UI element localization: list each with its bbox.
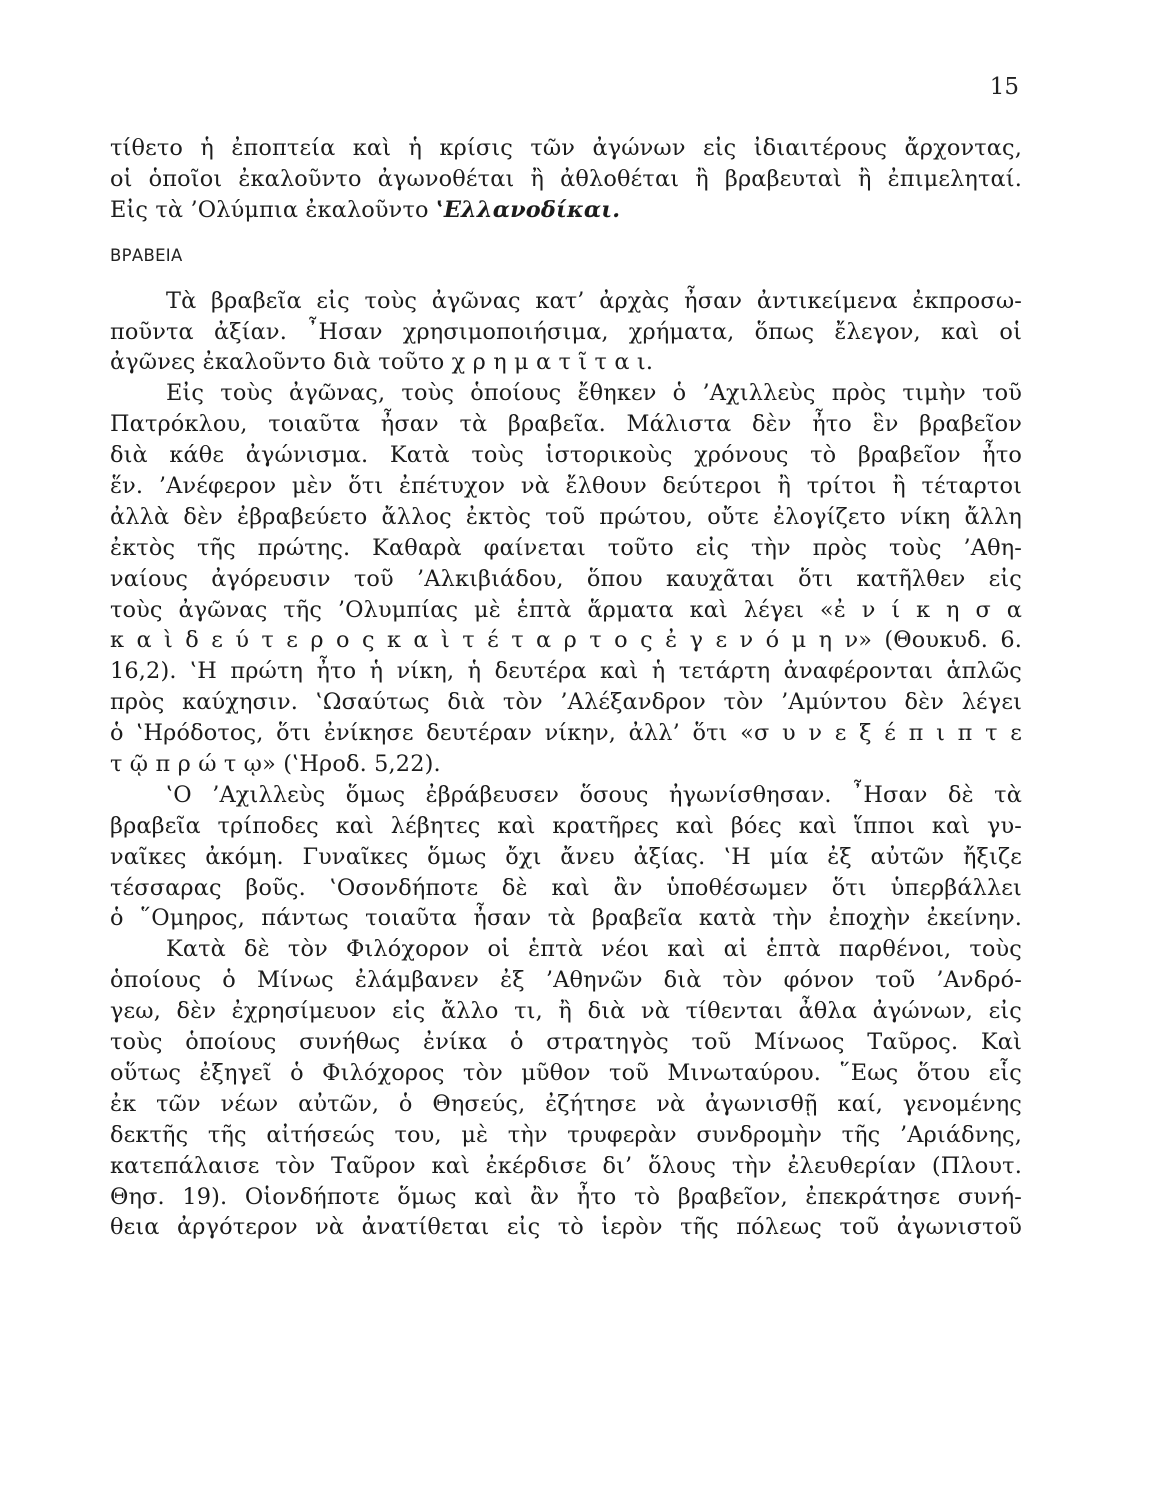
text-line: Τὰ βραβεῖα εἰς τοὺς ἀγῶνας κατ’ ἀρχὰς ἦσαν ἀντικείμενα ἐκπροσω- — [166, 287, 1022, 314]
text-line — [110, 195, 1022, 226]
text-line: ὁ ῞Ομηρος, πάντως τοιαῦτα ἦσαν τὰ βραβεῖα κατὰ τὴν ἐποχὴν ἐκείνην. — [110, 905, 1022, 932]
text-line: τοὺς ἀγῶνας τῆς ’Ολυμπίας μὲ ἑπτὰ ἅρματα καὶ λέγει «ἐ ν ί κ η σ α — [110, 596, 1022, 623]
emphasized-term: ‛Ελλανοδίκαι. — [435, 196, 621, 223]
text-line: τοὺς ὁποίους συνήθως ἐνίκα ὁ στρατηγὸς τοῦ Μίνωος Ταῦρος. Καὶ — [110, 1029, 1022, 1056]
text-line: δεκτῆς τῆς αἰτήσεώς του, μὲ τὴν τρυφερὰν συνδρομὴν τῆς ’Αριάδνης, — [110, 1121, 1022, 1148]
text-line: Εἰς τοὺς ἀγῶνας, τοὺς ὁποίους ἔθηκεν ὁ ’Αχιλλεὺς πρὸς τιμὴν τοῦ — [166, 380, 1022, 407]
text-line: θεια ἀργότερον νὰ ἀνατίθεται εἰς τὸ ἱερὸν τῆς πόλεως τοῦ ἀγωνιστοῦ — [110, 1214, 1022, 1241]
text-line: τέσσαρας βοῦς. ‛Οσονδήποτε δὲ καὶ ἂν ὑποθέσωμεν ὅτι ὑπερβάλλει — [110, 874, 1022, 901]
body-text — [110, 133, 1022, 1243]
text-line: ἐκ τῶν νέων αὐτῶν, ὁ Θησεύς, ἐζήτησε νὰ ἀγωνισθῇ καί, γενομένης — [110, 1090, 1022, 1117]
text-line: ναῖκες ἀκόμη. Γυναῖκες ὅμως ὄχι ἄνευ ἀξίας. ‛Η μία ἐξ αὐτῶν ἤξιζε — [110, 843, 1022, 870]
text-line: τίθετο ἡ ἐποπτεία καὶ ἡ κρίσις τῶν ἀγώνων εἰς ἰδιαιτέρους ἄρχοντας, — [110, 135, 1022, 161]
text-line: γεω, δὲν ἐχρησίμευον εἰς ἄλλο τι, ἢ διὰ νὰ τίθενται ἆθλα ἀγώνων, εἰς — [110, 998, 1022, 1025]
text-line: 16,2). ‛Η πρώτη ἦτο ἡ νίκη, ἡ δευτέρα καὶ ἡ τετάρτη ἀναφέρονται ἁπλῶς — [110, 658, 1022, 685]
text-line: Πατρόκλου, τοιαῦτα ἦσαν τὰ βραβεῖα. Μάλιστα δὲν ἦτο ἓν βραβεῖον — [110, 411, 1022, 438]
text-line: Θησ. 19). Οἱονδήποτε ὅμως καὶ ἂν ἦτο τὸ βραβεῖον, ἐπεκράτησε συνή- — [110, 1183, 1022, 1210]
text-line: Κατὰ δὲ τὸν Φιλόχορον οἱ ἑπτὰ νέοι καὶ αἱ ἑπτὰ παρθένοι, τοὺς — [166, 936, 1022, 963]
text-line: τ ῷ π ρ ώ τ ῳ» (‛Ηροδ. 5,22). — [110, 751, 441, 778]
text-line: ‛Ο ’Αχιλλεὺς ὅμως ἐβράβευσεν ὅσους ἠγωνίσθησαν. ῏Ησαν δὲ τὰ — [166, 781, 1022, 808]
text-line: ποῦντα ἀξίαν. ῏Ησαν χρησιμοποιήσιμα, χρήματα, ὅπως ἔλεγον, καὶ οἱ — [110, 318, 1022, 345]
text-line: κατεπάλαισε τὸν Ταῦρον καὶ ἐκέρδισε δι’ ὅλους τὴν ἐλευθερίαν (Πλουτ. — [110, 1152, 1022, 1179]
text-line: ναίους ἀγόρευσιν τοῦ ’Αλκιβιάδου, ὅπου καυχᾶται ὅτι κατῆλθεν εἰς — [110, 565, 1022, 592]
text-line: ἐκτὸς τῆς πρώτης. Καθαρὰ φαίνεται τοῦτο εἰς τὴν πρὸς τοὺς ’Αθη- — [110, 534, 1022, 561]
text-line: ἕν. ’Ανέφερον μὲν ὅτι ἐπέτυχον νὰ ἔλθουν δεύτεροι ἢ τρίτοι ἢ τέταρτοι — [110, 473, 1022, 500]
text-line: βραβεῖα τρίποδες καὶ λέβητες καὶ κρατῆρες καὶ βόες καὶ ἵπποι καὶ γυ- — [110, 812, 1022, 839]
text-line: ὁποίους ὁ Μίνως ἐλάμβανεν ἐξ ’Αθηνῶν διὰ τὸν φόνον τοῦ ’Ανδρό- — [110, 967, 1022, 994]
text-span: Εἰς τὰ ’Ολύμπια ἐκαλοῦντο — [110, 196, 436, 223]
text-line: ὁ ‛Ηρόδοτος, ὅτι ἐνίκησε δευτέραν νίκην, ἀλλ’ ὅτι «σ υ ν ε ξ έ π ι π τ ε — [110, 720, 1022, 747]
section-heading: ΒΡΑΒΕΙΑ — [110, 245, 183, 265]
page-number: 15 — [989, 74, 1019, 100]
text-line: κ α ὶ δ ε ύ τ ε ρ ο ς κ α ὶ τ έ τ α ρ τ ο ς ἐ γ ε ν ό μ η ν» (Θουκυδ. 6. — [110, 627, 1022, 654]
text-line: οἱ ὁποῖοι ἐκαλοῦντο ἀγωνοθέται ἢ ἀθλοθέται ἢ βραβευταὶ ἢ ἐπιμεληταί. — [110, 165, 1022, 192]
text-line: πρὸς καύχησιν. ‛Ωσαύτως διὰ τὸν ’Αλέξανδρον τὸν ’Αμύντου δὲν λέγει — [110, 689, 1022, 716]
text-line: ἀλλὰ δὲν ἐβραβεύετο ἄλλος ἐκτὸς τοῦ πρώτου, οὔτε ἐλογίζετο νίκη ἄλλη — [110, 503, 1022, 530]
text-line: ἀγῶνες ἐκαλοῦντο διὰ τοῦτο χ ρ η μ α τ ῖ τ α ι. — [110, 349, 654, 376]
text-line: διὰ κάθε ἀγώνισμα. Κατὰ τοὺς ἱστορικοὺς χρόνους τὸ βραβεῖον ἦτο — [110, 442, 1022, 469]
text-line: οὕτως ἐξηγεῖ ὁ Φιλόχορος τὸν μῦθον τοῦ Μινωταύρου. ῞Εως ὅτου εἷς — [110, 1059, 1022, 1086]
